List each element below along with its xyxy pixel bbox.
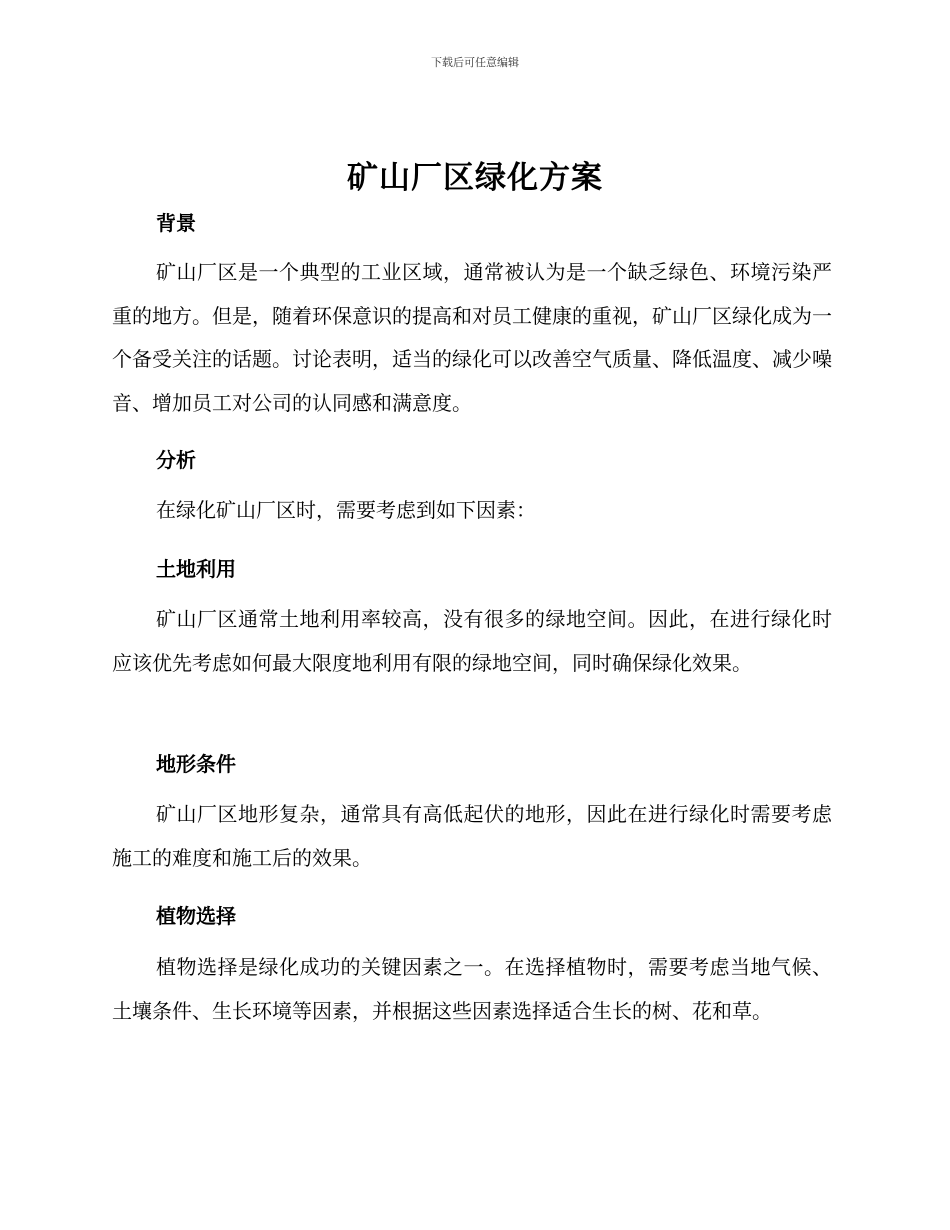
header-note: 下载后可任意编辑 bbox=[431, 56, 519, 69]
section-paragraph-terrain: 矿山厂区地形复杂，通常具有高低起伏的地形，因此在进行绿化时需要考虑施工的难度和施工后的效果。 bbox=[112, 802, 832, 870]
document-title: 矿山厂区绿化方案 bbox=[347, 160, 603, 196]
section-heading-analysis: 分析 bbox=[156, 448, 196, 472]
section-heading-plant-selection: 植物选择 bbox=[156, 904, 236, 928]
section-paragraph-background: 矿山厂区是一个典型的工业区域，通常被认为是一个缺乏绿色、环境污染严重的地方。但是，随着环保意识的提高和对员工健康的重视，矿山厂区绿化成为一个备受关注的话题。讨论表明，适当的绿化可以改善空气质量、降低温度、减少噪音、增加员工对公司的认同感和满意度。 bbox=[112, 260, 832, 415]
section-paragraph-land-use: 矿山厂区通常土地利用率较高，没有很多的绿地空间。因此，在进行绿化时应该优先考虑如何最大限度地利用有限的绿地空间，同时确保绿化效果。 bbox=[112, 607, 832, 675]
section-heading-land-use: 土地利用 bbox=[156, 557, 236, 581]
section-paragraph-analysis: 在绿化矿山厂区时，需要考虑到如下因素： bbox=[156, 498, 536, 522]
section-paragraph-plant-selection: 植物选择是绿化成功的关键因素之一。在选择植物时，需要考虑当地气候、土壤条件、生长环境等因素，并根据这些因素选择适合生长的树、花和草。 bbox=[112, 955, 832, 1023]
section-heading-terrain: 地形条件 bbox=[156, 752, 236, 776]
section-heading-background: 背景 bbox=[156, 211, 196, 235]
